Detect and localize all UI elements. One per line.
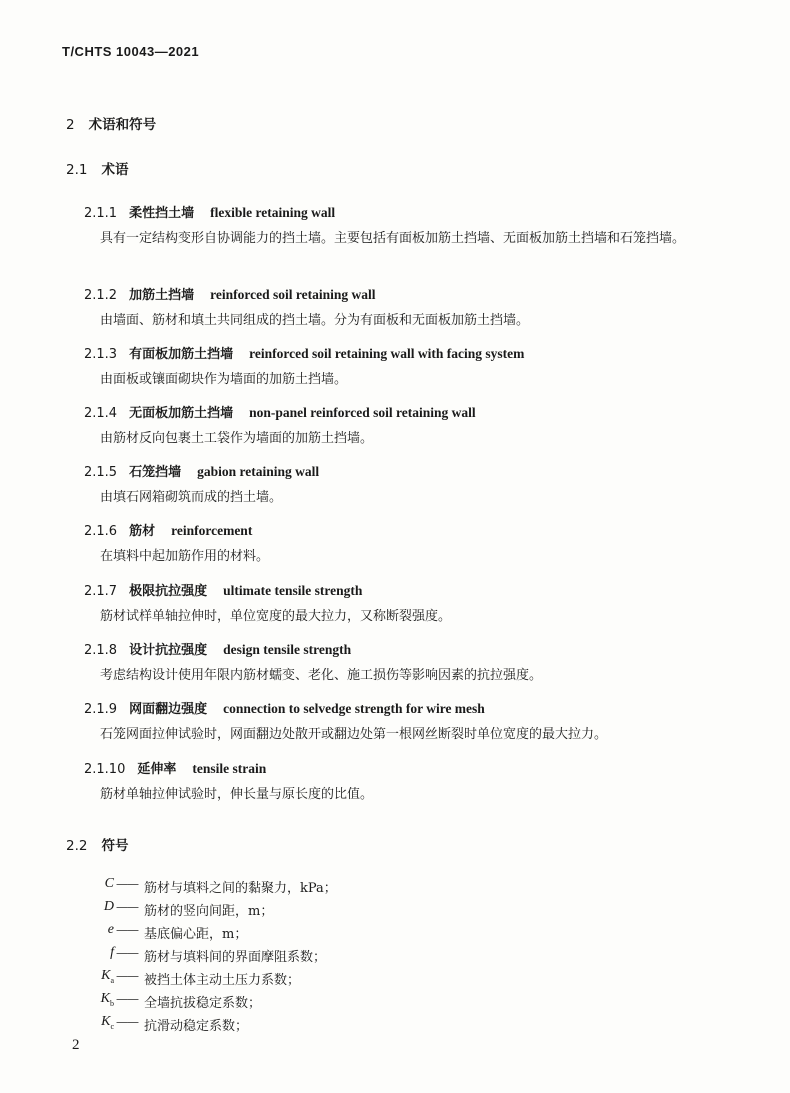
term-number: 2.1.8 xyxy=(84,643,118,658)
term-english: flexible retaining wall xyxy=(210,205,336,220)
term-english: design tensile strength xyxy=(223,642,352,657)
symbol-row xyxy=(0,922,790,944)
term-english: reinforced soil retaining wall with facing system xyxy=(249,346,525,361)
term-chinese: 石笼挡墙 xyxy=(129,465,182,480)
term-english: connection to selvedge strength for wire mesh xyxy=(223,701,485,716)
symbol-subscript: c xyxy=(110,1021,114,1031)
symbol-letter xyxy=(80,968,114,985)
term-definition: 在填料中起加筋作用的材料。 xyxy=(100,549,270,564)
section-heading xyxy=(66,113,156,133)
term-chinese: 柔性挡土墙 xyxy=(129,206,195,221)
term-chinese: 设计抗拉强度 xyxy=(129,643,208,658)
term-chinese: 延伸率 xyxy=(137,762,177,777)
symbol-main: K xyxy=(101,968,111,983)
symbol-letter xyxy=(80,922,114,938)
term-definition: 石笼网面拉伸试验时，网面翻边处散开或翻边处第一根网丝断裂时单位宽度的最大拉力。 xyxy=(100,727,608,742)
symbol-letter xyxy=(80,991,114,1008)
symbol-dash: —— xyxy=(116,900,138,914)
term-number: 2.1.7 xyxy=(84,584,118,599)
symbol-description: 被挡土体主动土压力系数； xyxy=(144,973,301,988)
term-english: reinforced soil retaining wall xyxy=(210,287,376,302)
term-definition: 由筋材反向包裹土工袋作为墙面的加筋土挡墙。 xyxy=(100,431,374,446)
symbol-row xyxy=(0,945,790,967)
term-english: tensile strain xyxy=(192,761,267,776)
term-heading xyxy=(84,402,476,421)
subsection-heading-symbols xyxy=(66,834,128,854)
term-number: 2.1.1 xyxy=(84,206,118,221)
subsection-title: 术语 xyxy=(101,162,129,178)
term-definition: 筋材试样单轴拉伸时，单位宽度的最大拉力，又称断裂强度。 xyxy=(100,609,452,624)
term-heading xyxy=(84,520,252,539)
page-number: 2 xyxy=(72,1037,80,1053)
subsection-number: 2.2 xyxy=(66,838,88,854)
term-english: ultimate tensile strength xyxy=(223,583,363,598)
symbol-letter xyxy=(80,876,114,892)
symbol-subscript: b xyxy=(110,998,114,1008)
symbol-dash: —— xyxy=(116,877,138,891)
section-title: 术语和符号 xyxy=(88,117,157,133)
term-heading xyxy=(84,580,362,599)
term-heading xyxy=(84,639,351,658)
symbol-description: 基底偏心距，m； xyxy=(144,927,248,942)
symbol-description: 抗滑动稳定系数； xyxy=(144,1019,249,1034)
term-heading xyxy=(84,284,375,303)
term-number: 2.1.6 xyxy=(84,524,118,539)
term-english: gabion retaining wall xyxy=(197,464,320,479)
term-number: 2.1.2 xyxy=(84,288,118,303)
term-heading xyxy=(84,461,319,480)
symbol-dash: —— xyxy=(116,946,138,960)
symbol-subscript: a xyxy=(110,975,114,985)
term-definition: 由填石网箱砌筑而成的挡土墙。 xyxy=(100,490,283,505)
section-number: 2 xyxy=(66,117,75,133)
symbol-letter xyxy=(80,945,114,961)
term-chinese: 无面板加筋土挡墙 xyxy=(129,406,234,421)
subsection-heading-terms xyxy=(66,158,128,178)
symbol-dash: —— xyxy=(116,1015,138,1029)
symbol-letter xyxy=(80,899,114,915)
term-heading xyxy=(84,202,335,221)
subsection-number: 2.1 xyxy=(66,162,88,178)
symbol-dash: —— xyxy=(116,969,138,983)
term-chinese: 加筋土挡墙 xyxy=(129,288,195,303)
symbol-description: 筋材与填料间的界面摩阻系数； xyxy=(144,950,327,965)
term-english: non-panel reinforced soil retaining wall xyxy=(249,405,476,420)
symbol-row xyxy=(0,1014,790,1036)
symbol-row xyxy=(0,991,790,1013)
term-heading xyxy=(84,343,524,362)
term-number: 2.1.5 xyxy=(84,465,118,480)
term-english: reinforcement xyxy=(171,523,253,538)
term-chinese: 有面板加筋土挡墙 xyxy=(129,347,234,362)
term-definition: 由墙面、筋材和填土共同组成的挡土墙。分为有面板和无面板加筋土挡墙。 xyxy=(100,313,530,328)
symbol-row xyxy=(0,899,790,921)
term-heading xyxy=(84,758,266,777)
term-chinese: 网面翻边强度 xyxy=(129,702,208,717)
term-number: 2.1.3 xyxy=(84,347,118,362)
term-definition: 具有一定结构变形自协调能力的挡土墙。主要包括有面板加筋土挡墙、无面板加筋土挡墙和石笼挡墙。 xyxy=(100,231,686,246)
symbol-description: 全墙抗拔稳定系数； xyxy=(144,996,262,1011)
term-number: 2.1.9 xyxy=(84,702,118,717)
term-heading xyxy=(84,698,485,717)
symbol-main: C xyxy=(104,876,114,891)
symbol-main: D xyxy=(103,899,114,914)
symbol-dash: —— xyxy=(116,992,138,1006)
symbol-description: 筋材与填料之间的黏聚力，kPa； xyxy=(144,881,337,896)
term-definition: 筋材单轴拉伸试验时，伸长量与原长度的比值。 xyxy=(100,787,374,802)
symbol-main: e xyxy=(107,922,114,937)
symbol-main: K xyxy=(100,991,110,1006)
subsection-title: 符号 xyxy=(101,838,129,854)
term-definition: 考虑结构设计使用年限内筋材蠕变、老化、施工损伤等影响因素的抗拉强度。 xyxy=(100,668,543,683)
term-number: 2.1.4 xyxy=(84,406,118,421)
symbol-main: f xyxy=(110,945,114,960)
term-definition: 由面板或镶面砌块作为墙面的加筋土挡墙。 xyxy=(100,372,348,387)
symbol-row xyxy=(0,968,790,990)
symbol-main: K xyxy=(101,1014,111,1029)
term-chinese: 极限抗拉强度 xyxy=(129,584,208,599)
symbol-description: 筋材的竖向间距，m； xyxy=(144,904,274,919)
document-header: T/CHTS 10043—2021 xyxy=(62,44,200,59)
symbol-letter xyxy=(80,1014,114,1031)
term-number: 2.1.10 xyxy=(84,762,126,777)
symbol-dash: —— xyxy=(116,923,138,937)
term-chinese: 筋材 xyxy=(129,524,156,539)
symbol-row xyxy=(0,876,790,898)
